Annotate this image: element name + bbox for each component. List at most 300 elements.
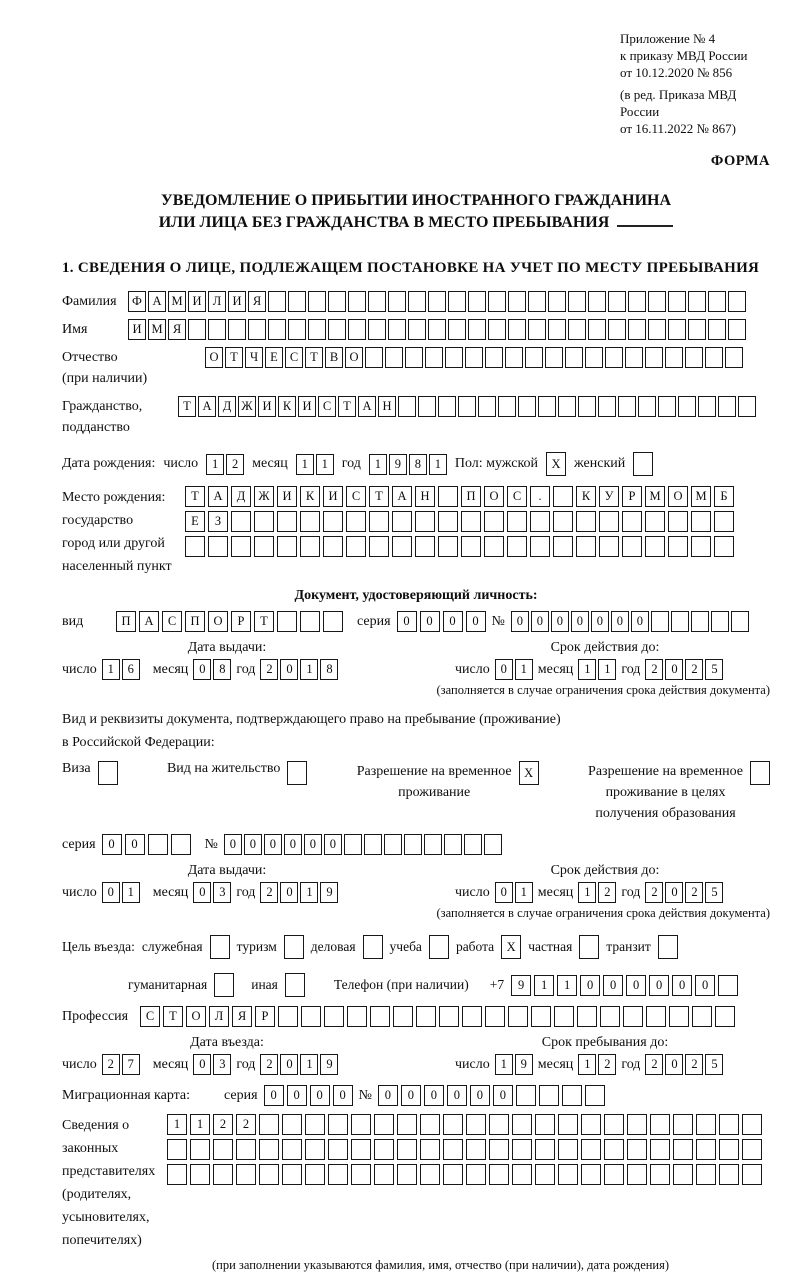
form-cell[interactable] xyxy=(185,536,205,557)
form-cell[interactable]: 1 xyxy=(300,882,318,903)
form-cell[interactable] xyxy=(363,935,383,959)
form-cell[interactable] xyxy=(388,291,406,312)
form-cell[interactable]: . xyxy=(530,486,550,507)
form-cell[interactable] xyxy=(254,536,274,557)
form-cell[interactable]: 0 xyxy=(571,611,589,632)
form-cell[interactable] xyxy=(715,1006,735,1027)
form-cell[interactable]: 1 xyxy=(122,882,140,903)
form-cell[interactable] xyxy=(374,1164,394,1185)
form-cell[interactable] xyxy=(489,1164,509,1185)
form-cell[interactable]: А xyxy=(148,291,166,312)
form-cell[interactable] xyxy=(671,611,689,632)
form-cell[interactable] xyxy=(420,1164,440,1185)
form-cell[interactable]: 0 xyxy=(193,882,211,903)
form-cell[interactable] xyxy=(484,834,502,855)
form-cell[interactable] xyxy=(535,1164,555,1185)
form-cell[interactable] xyxy=(374,1114,394,1135)
form-cell[interactable] xyxy=(282,1114,302,1135)
form-cell[interactable] xyxy=(445,347,463,368)
form-cell[interactable] xyxy=(648,319,666,340)
form-cell[interactable]: 2 xyxy=(260,659,278,680)
form-cell[interactable] xyxy=(673,1114,693,1135)
form-cell[interactable] xyxy=(658,935,678,959)
form-cell[interactable] xyxy=(498,396,516,417)
form-cell[interactable]: 1 xyxy=(578,1054,596,1075)
form-cell[interactable] xyxy=(645,347,663,368)
form-cell[interactable] xyxy=(711,611,729,632)
form-cell[interactable] xyxy=(259,1139,279,1160)
form-cell[interactable] xyxy=(581,1164,601,1185)
form-cell[interactable]: 0 xyxy=(401,1085,421,1106)
form-cell[interactable]: 0 xyxy=(493,1085,513,1106)
form-cell[interactable]: 0 xyxy=(580,975,600,996)
form-cell[interactable]: О xyxy=(668,486,688,507)
form-cell[interactable] xyxy=(539,1085,559,1106)
form-cell[interactable] xyxy=(599,511,619,532)
form-cell[interactable]: 0 xyxy=(611,611,629,632)
form-cell[interactable] xyxy=(408,319,426,340)
form-cell[interactable] xyxy=(300,511,320,532)
form-cell[interactable] xyxy=(558,1139,578,1160)
form-cell[interactable] xyxy=(604,1139,624,1160)
form-cell[interactable]: А xyxy=(139,611,159,632)
form-cell[interactable] xyxy=(443,1139,463,1160)
form-cell[interactable] xyxy=(305,1114,325,1135)
form-cell[interactable]: 8 xyxy=(409,454,427,475)
form-cell[interactable] xyxy=(236,1164,256,1185)
form-cell[interactable] xyxy=(468,291,486,312)
form-cell[interactable] xyxy=(461,536,481,557)
form-cell[interactable] xyxy=(398,396,416,417)
form-cell[interactable] xyxy=(685,347,703,368)
form-cell[interactable] xyxy=(719,1139,739,1160)
form-cell[interactable] xyxy=(287,761,307,785)
form-cell[interactable]: 5 xyxy=(705,882,723,903)
form-cell[interactable]: 0 xyxy=(224,834,242,855)
form-cell[interactable] xyxy=(282,1139,302,1160)
form-cell[interactable] xyxy=(714,511,734,532)
form-cell[interactable]: 0 xyxy=(193,659,211,680)
form-cell[interactable]: 9 xyxy=(320,1054,338,1075)
form-cell[interactable] xyxy=(208,319,226,340)
form-cell[interactable]: X xyxy=(546,452,566,476)
form-cell[interactable]: С xyxy=(140,1006,160,1027)
form-cell[interactable] xyxy=(328,1164,348,1185)
form-cell[interactable] xyxy=(346,536,366,557)
form-cell[interactable] xyxy=(548,291,566,312)
form-cell[interactable] xyxy=(646,1006,666,1027)
form-cell[interactable] xyxy=(213,1139,233,1160)
form-cell[interactable] xyxy=(415,536,435,557)
form-cell[interactable]: О xyxy=(208,611,228,632)
form-cell[interactable]: 0 xyxy=(264,834,282,855)
form-cell[interactable]: Р xyxy=(231,611,251,632)
form-cell[interactable]: Т xyxy=(163,1006,183,1027)
form-cell[interactable] xyxy=(328,1139,348,1160)
form-cell[interactable] xyxy=(708,291,726,312)
form-cell[interactable] xyxy=(351,1139,371,1160)
form-cell[interactable]: 1 xyxy=(300,659,318,680)
form-cell[interactable] xyxy=(535,1114,555,1135)
form-cell[interactable] xyxy=(576,536,596,557)
form-cell[interactable]: Б xyxy=(714,486,734,507)
form-cell[interactable]: 0 xyxy=(470,1085,490,1106)
form-cell[interactable] xyxy=(673,1139,693,1160)
form-cell[interactable]: 2 xyxy=(685,659,703,680)
form-cell[interactable]: М xyxy=(148,319,166,340)
form-cell[interactable] xyxy=(512,1164,532,1185)
form-cell[interactable]: С xyxy=(507,486,527,507)
form-cell[interactable]: 1 xyxy=(598,659,616,680)
form-cell[interactable] xyxy=(696,1139,716,1160)
form-cell[interactable]: X xyxy=(501,935,521,959)
form-cell[interactable] xyxy=(668,511,688,532)
form-cell[interactable]: С xyxy=(162,611,182,632)
form-cell[interactable]: Т xyxy=(178,396,196,417)
form-cell[interactable] xyxy=(368,319,386,340)
form-cell[interactable] xyxy=(369,511,389,532)
form-cell[interactable] xyxy=(388,319,406,340)
form-cell[interactable] xyxy=(190,1164,210,1185)
form-cell[interactable]: 0 xyxy=(495,882,513,903)
form-cell[interactable] xyxy=(489,1114,509,1135)
form-cell[interactable]: Р xyxy=(255,1006,275,1027)
form-cell[interactable] xyxy=(418,396,436,417)
form-cell[interactable]: 1 xyxy=(578,882,596,903)
form-cell[interactable]: 2 xyxy=(102,1054,120,1075)
form-cell[interactable] xyxy=(231,511,251,532)
form-cell[interactable] xyxy=(443,1164,463,1185)
form-cell[interactable]: 2 xyxy=(260,882,278,903)
form-cell[interactable] xyxy=(425,347,443,368)
form-cell[interactable]: 0 xyxy=(193,1054,211,1075)
form-cell[interactable]: 0 xyxy=(324,834,342,855)
form-cell[interactable]: А xyxy=(392,486,412,507)
form-cell[interactable] xyxy=(507,536,527,557)
form-cell[interactable]: 1 xyxy=(557,975,577,996)
form-cell[interactable] xyxy=(645,511,665,532)
form-cell[interactable] xyxy=(268,291,286,312)
form-cell[interactable] xyxy=(466,1139,486,1160)
form-cell[interactable] xyxy=(231,536,251,557)
form-cell[interactable] xyxy=(668,536,688,557)
form-cell[interactable] xyxy=(714,536,734,557)
form-cell[interactable] xyxy=(420,1139,440,1160)
form-cell[interactable] xyxy=(461,511,481,532)
form-cell[interactable]: 1 xyxy=(495,1054,513,1075)
form-cell[interactable]: 2 xyxy=(645,1054,663,1075)
form-cell[interactable] xyxy=(214,973,234,997)
form-cell[interactable] xyxy=(525,347,543,368)
form-cell[interactable] xyxy=(604,1114,624,1135)
form-cell[interactable] xyxy=(535,1139,555,1160)
form-cell[interactable] xyxy=(443,1114,463,1135)
form-cell[interactable] xyxy=(478,396,496,417)
form-cell[interactable] xyxy=(392,536,412,557)
form-cell[interactable] xyxy=(558,1114,578,1135)
form-cell[interactable]: 0 xyxy=(447,1085,467,1106)
form-cell[interactable] xyxy=(719,1164,739,1185)
form-cell[interactable]: 0 xyxy=(443,611,463,632)
form-cell[interactable] xyxy=(424,834,442,855)
form-cell[interactable] xyxy=(505,347,523,368)
form-cell[interactable]: П xyxy=(185,611,205,632)
form-cell[interactable]: А xyxy=(198,396,216,417)
form-cell[interactable] xyxy=(167,1139,187,1160)
form-cell[interactable] xyxy=(308,319,326,340)
form-cell[interactable]: 1 xyxy=(296,454,314,475)
form-cell[interactable]: Ф xyxy=(128,291,146,312)
form-cell[interactable]: 0 xyxy=(397,611,417,632)
form-cell[interactable] xyxy=(305,1139,325,1160)
form-cell[interactable] xyxy=(742,1164,762,1185)
form-cell[interactable]: 0 xyxy=(378,1085,398,1106)
form-cell[interactable]: 0 xyxy=(284,834,302,855)
form-cell[interactable]: 2 xyxy=(213,1114,233,1135)
form-cell[interactable]: К xyxy=(576,486,596,507)
form-cell[interactable] xyxy=(553,536,573,557)
form-cell[interactable] xyxy=(718,975,738,996)
form-cell[interactable]: И xyxy=(128,319,146,340)
form-cell[interactable] xyxy=(397,1139,417,1160)
form-cell[interactable] xyxy=(705,347,723,368)
form-cell[interactable] xyxy=(627,1164,647,1185)
form-cell[interactable] xyxy=(581,1139,601,1160)
form-cell[interactable]: Я xyxy=(232,1006,252,1027)
form-cell[interactable] xyxy=(404,834,422,855)
form-cell[interactable]: 0 xyxy=(420,611,440,632)
form-cell[interactable] xyxy=(728,291,746,312)
form-cell[interactable]: 0 xyxy=(665,659,683,680)
form-cell[interactable] xyxy=(98,761,118,785)
form-cell[interactable] xyxy=(368,291,386,312)
form-cell[interactable] xyxy=(348,291,366,312)
form-cell[interactable] xyxy=(488,291,506,312)
form-cell[interactable]: З xyxy=(208,511,228,532)
form-cell[interactable]: 1 xyxy=(190,1114,210,1135)
form-cell[interactable] xyxy=(328,1114,348,1135)
form-cell[interactable] xyxy=(554,1006,574,1027)
form-cell[interactable]: 0 xyxy=(280,1054,298,1075)
form-cell[interactable]: Л xyxy=(209,1006,229,1027)
form-cell[interactable] xyxy=(678,396,696,417)
form-cell[interactable] xyxy=(438,511,458,532)
form-cell[interactable]: 9 xyxy=(515,1054,533,1075)
form-cell[interactable] xyxy=(284,935,304,959)
form-cell[interactable] xyxy=(578,396,596,417)
form-cell[interactable]: В xyxy=(325,347,343,368)
form-cell[interactable]: 2 xyxy=(645,882,663,903)
form-cell[interactable] xyxy=(545,347,563,368)
form-cell[interactable]: 1 xyxy=(534,975,554,996)
form-cell[interactable]: М xyxy=(168,291,186,312)
form-cell[interactable] xyxy=(742,1114,762,1135)
form-cell[interactable] xyxy=(638,396,656,417)
form-cell[interactable] xyxy=(254,511,274,532)
form-cell[interactable]: У xyxy=(599,486,619,507)
form-cell[interactable]: С xyxy=(285,347,303,368)
form-cell[interactable]: 0 xyxy=(626,975,646,996)
form-cell[interactable] xyxy=(604,1164,624,1185)
form-cell[interactable] xyxy=(696,1164,716,1185)
form-cell[interactable]: 1 xyxy=(300,1054,318,1075)
form-cell[interactable] xyxy=(576,511,596,532)
form-cell[interactable]: 1 xyxy=(515,659,533,680)
form-cell[interactable] xyxy=(725,347,743,368)
form-cell[interactable]: 0 xyxy=(672,975,692,996)
form-cell[interactable]: 0 xyxy=(125,834,145,855)
form-cell[interactable] xyxy=(669,1006,689,1027)
form-cell[interactable] xyxy=(348,319,366,340)
form-cell[interactable]: 2 xyxy=(598,882,616,903)
form-cell[interactable]: 0 xyxy=(511,611,529,632)
form-cell[interactable]: 0 xyxy=(310,1085,330,1106)
form-cell[interactable]: Т xyxy=(254,611,274,632)
form-cell[interactable]: Т xyxy=(185,486,205,507)
form-cell[interactable]: А xyxy=(208,486,228,507)
form-cell[interactable]: 7 xyxy=(122,1054,140,1075)
form-cell[interactable] xyxy=(577,1006,597,1027)
form-cell[interactable]: И xyxy=(188,291,206,312)
form-cell[interactable] xyxy=(405,347,423,368)
form-cell[interactable] xyxy=(565,347,583,368)
form-cell[interactable] xyxy=(351,1114,371,1135)
form-cell[interactable]: И xyxy=(298,396,316,417)
form-cell[interactable]: 0 xyxy=(264,1085,284,1106)
form-cell[interactable] xyxy=(428,319,446,340)
form-cell[interactable] xyxy=(508,1006,528,1027)
form-cell[interactable]: 0 xyxy=(695,975,715,996)
form-cell[interactable] xyxy=(518,396,536,417)
form-cell[interactable]: 0 xyxy=(531,611,549,632)
form-cell[interactable]: 0 xyxy=(665,882,683,903)
form-cell[interactable] xyxy=(508,291,526,312)
form-cell[interactable] xyxy=(397,1164,417,1185)
form-cell[interactable] xyxy=(228,319,246,340)
form-cell[interactable] xyxy=(645,536,665,557)
form-cell[interactable] xyxy=(210,935,230,959)
form-cell[interactable] xyxy=(719,1114,739,1135)
form-cell[interactable] xyxy=(458,396,476,417)
form-cell[interactable]: О xyxy=(186,1006,206,1027)
form-cell[interactable] xyxy=(728,319,746,340)
form-cell[interactable] xyxy=(484,536,504,557)
form-cell[interactable]: 0 xyxy=(591,611,609,632)
form-cell[interactable]: 8 xyxy=(213,659,231,680)
form-cell[interactable]: 6 xyxy=(122,659,140,680)
form-cell[interactable]: О xyxy=(205,347,223,368)
form-cell[interactable]: 9 xyxy=(320,882,338,903)
form-cell[interactable]: 1 xyxy=(369,454,387,475)
form-cell[interactable]: Д xyxy=(218,396,236,417)
form-cell[interactable] xyxy=(489,1139,509,1160)
form-cell[interactable] xyxy=(538,396,556,417)
form-cell[interactable] xyxy=(466,1114,486,1135)
form-cell[interactable] xyxy=(305,1164,325,1185)
form-cell[interactable]: 1 xyxy=(578,659,596,680)
form-cell[interactable] xyxy=(347,1006,367,1027)
form-cell[interactable] xyxy=(633,452,653,476)
form-cell[interactable] xyxy=(588,291,606,312)
form-cell[interactable] xyxy=(688,319,706,340)
form-cell[interactable] xyxy=(742,1139,762,1160)
form-cell[interactable] xyxy=(650,1164,670,1185)
form-cell[interactable] xyxy=(568,319,586,340)
form-cell[interactable] xyxy=(568,291,586,312)
form-cell[interactable] xyxy=(512,1114,532,1135)
form-cell[interactable] xyxy=(344,834,362,855)
form-cell[interactable] xyxy=(668,291,686,312)
form-cell[interactable] xyxy=(691,611,709,632)
form-cell[interactable]: Т xyxy=(305,347,323,368)
form-cell[interactable] xyxy=(288,291,306,312)
form-cell[interactable] xyxy=(370,1006,390,1027)
form-cell[interactable] xyxy=(300,611,320,632)
form-cell[interactable] xyxy=(190,1139,210,1160)
form-cell[interactable]: 0 xyxy=(603,975,623,996)
form-cell[interactable] xyxy=(285,973,305,997)
form-cell[interactable] xyxy=(236,1139,256,1160)
form-cell[interactable] xyxy=(485,1006,505,1027)
form-cell[interactable]: 2 xyxy=(598,1054,616,1075)
form-cell[interactable] xyxy=(328,319,346,340)
form-cell[interactable] xyxy=(468,319,486,340)
form-cell[interactable] xyxy=(438,486,458,507)
form-cell[interactable] xyxy=(708,319,726,340)
form-cell[interactable]: 2 xyxy=(260,1054,278,1075)
form-cell[interactable] xyxy=(650,1139,670,1160)
form-cell[interactable] xyxy=(600,1006,620,1027)
form-cell[interactable] xyxy=(658,396,676,417)
form-cell[interactable]: С xyxy=(318,396,336,417)
form-cell[interactable] xyxy=(369,536,389,557)
form-cell[interactable] xyxy=(428,291,446,312)
form-cell[interactable]: Н xyxy=(415,486,435,507)
form-cell[interactable]: 2 xyxy=(685,882,703,903)
form-cell[interactable]: 1 xyxy=(515,882,533,903)
form-cell[interactable] xyxy=(553,511,573,532)
form-cell[interactable]: И xyxy=(228,291,246,312)
form-cell[interactable] xyxy=(439,1006,459,1027)
form-cell[interactable]: 0 xyxy=(551,611,569,632)
form-cell[interactable] xyxy=(598,396,616,417)
form-cell[interactable] xyxy=(323,511,343,532)
form-cell[interactable] xyxy=(691,511,711,532)
form-cell[interactable]: 3 xyxy=(213,882,231,903)
form-cell[interactable]: К xyxy=(300,486,320,507)
form-cell[interactable]: 9 xyxy=(511,975,531,996)
form-cell[interactable] xyxy=(465,347,483,368)
form-cell[interactable]: 2 xyxy=(236,1114,256,1135)
form-cell[interactable]: 8 xyxy=(320,659,338,680)
form-cell[interactable]: Я xyxy=(248,291,266,312)
form-cell[interactable] xyxy=(488,319,506,340)
form-cell[interactable]: 0 xyxy=(424,1085,444,1106)
form-cell[interactable]: 0 xyxy=(102,882,120,903)
form-cell[interactable] xyxy=(167,1164,187,1185)
form-cell[interactable] xyxy=(259,1164,279,1185)
form-cell[interactable] xyxy=(696,1114,716,1135)
form-cell[interactable]: Е xyxy=(265,347,283,368)
form-cell[interactable]: Т xyxy=(369,486,389,507)
form-cell[interactable]: Я xyxy=(168,319,186,340)
form-cell[interactable] xyxy=(688,291,706,312)
form-cell[interactable]: 0 xyxy=(244,834,262,855)
form-cell[interactable]: Р xyxy=(622,486,642,507)
form-cell[interactable] xyxy=(392,511,412,532)
form-cell[interactable] xyxy=(585,347,603,368)
form-cell[interactable] xyxy=(438,536,458,557)
